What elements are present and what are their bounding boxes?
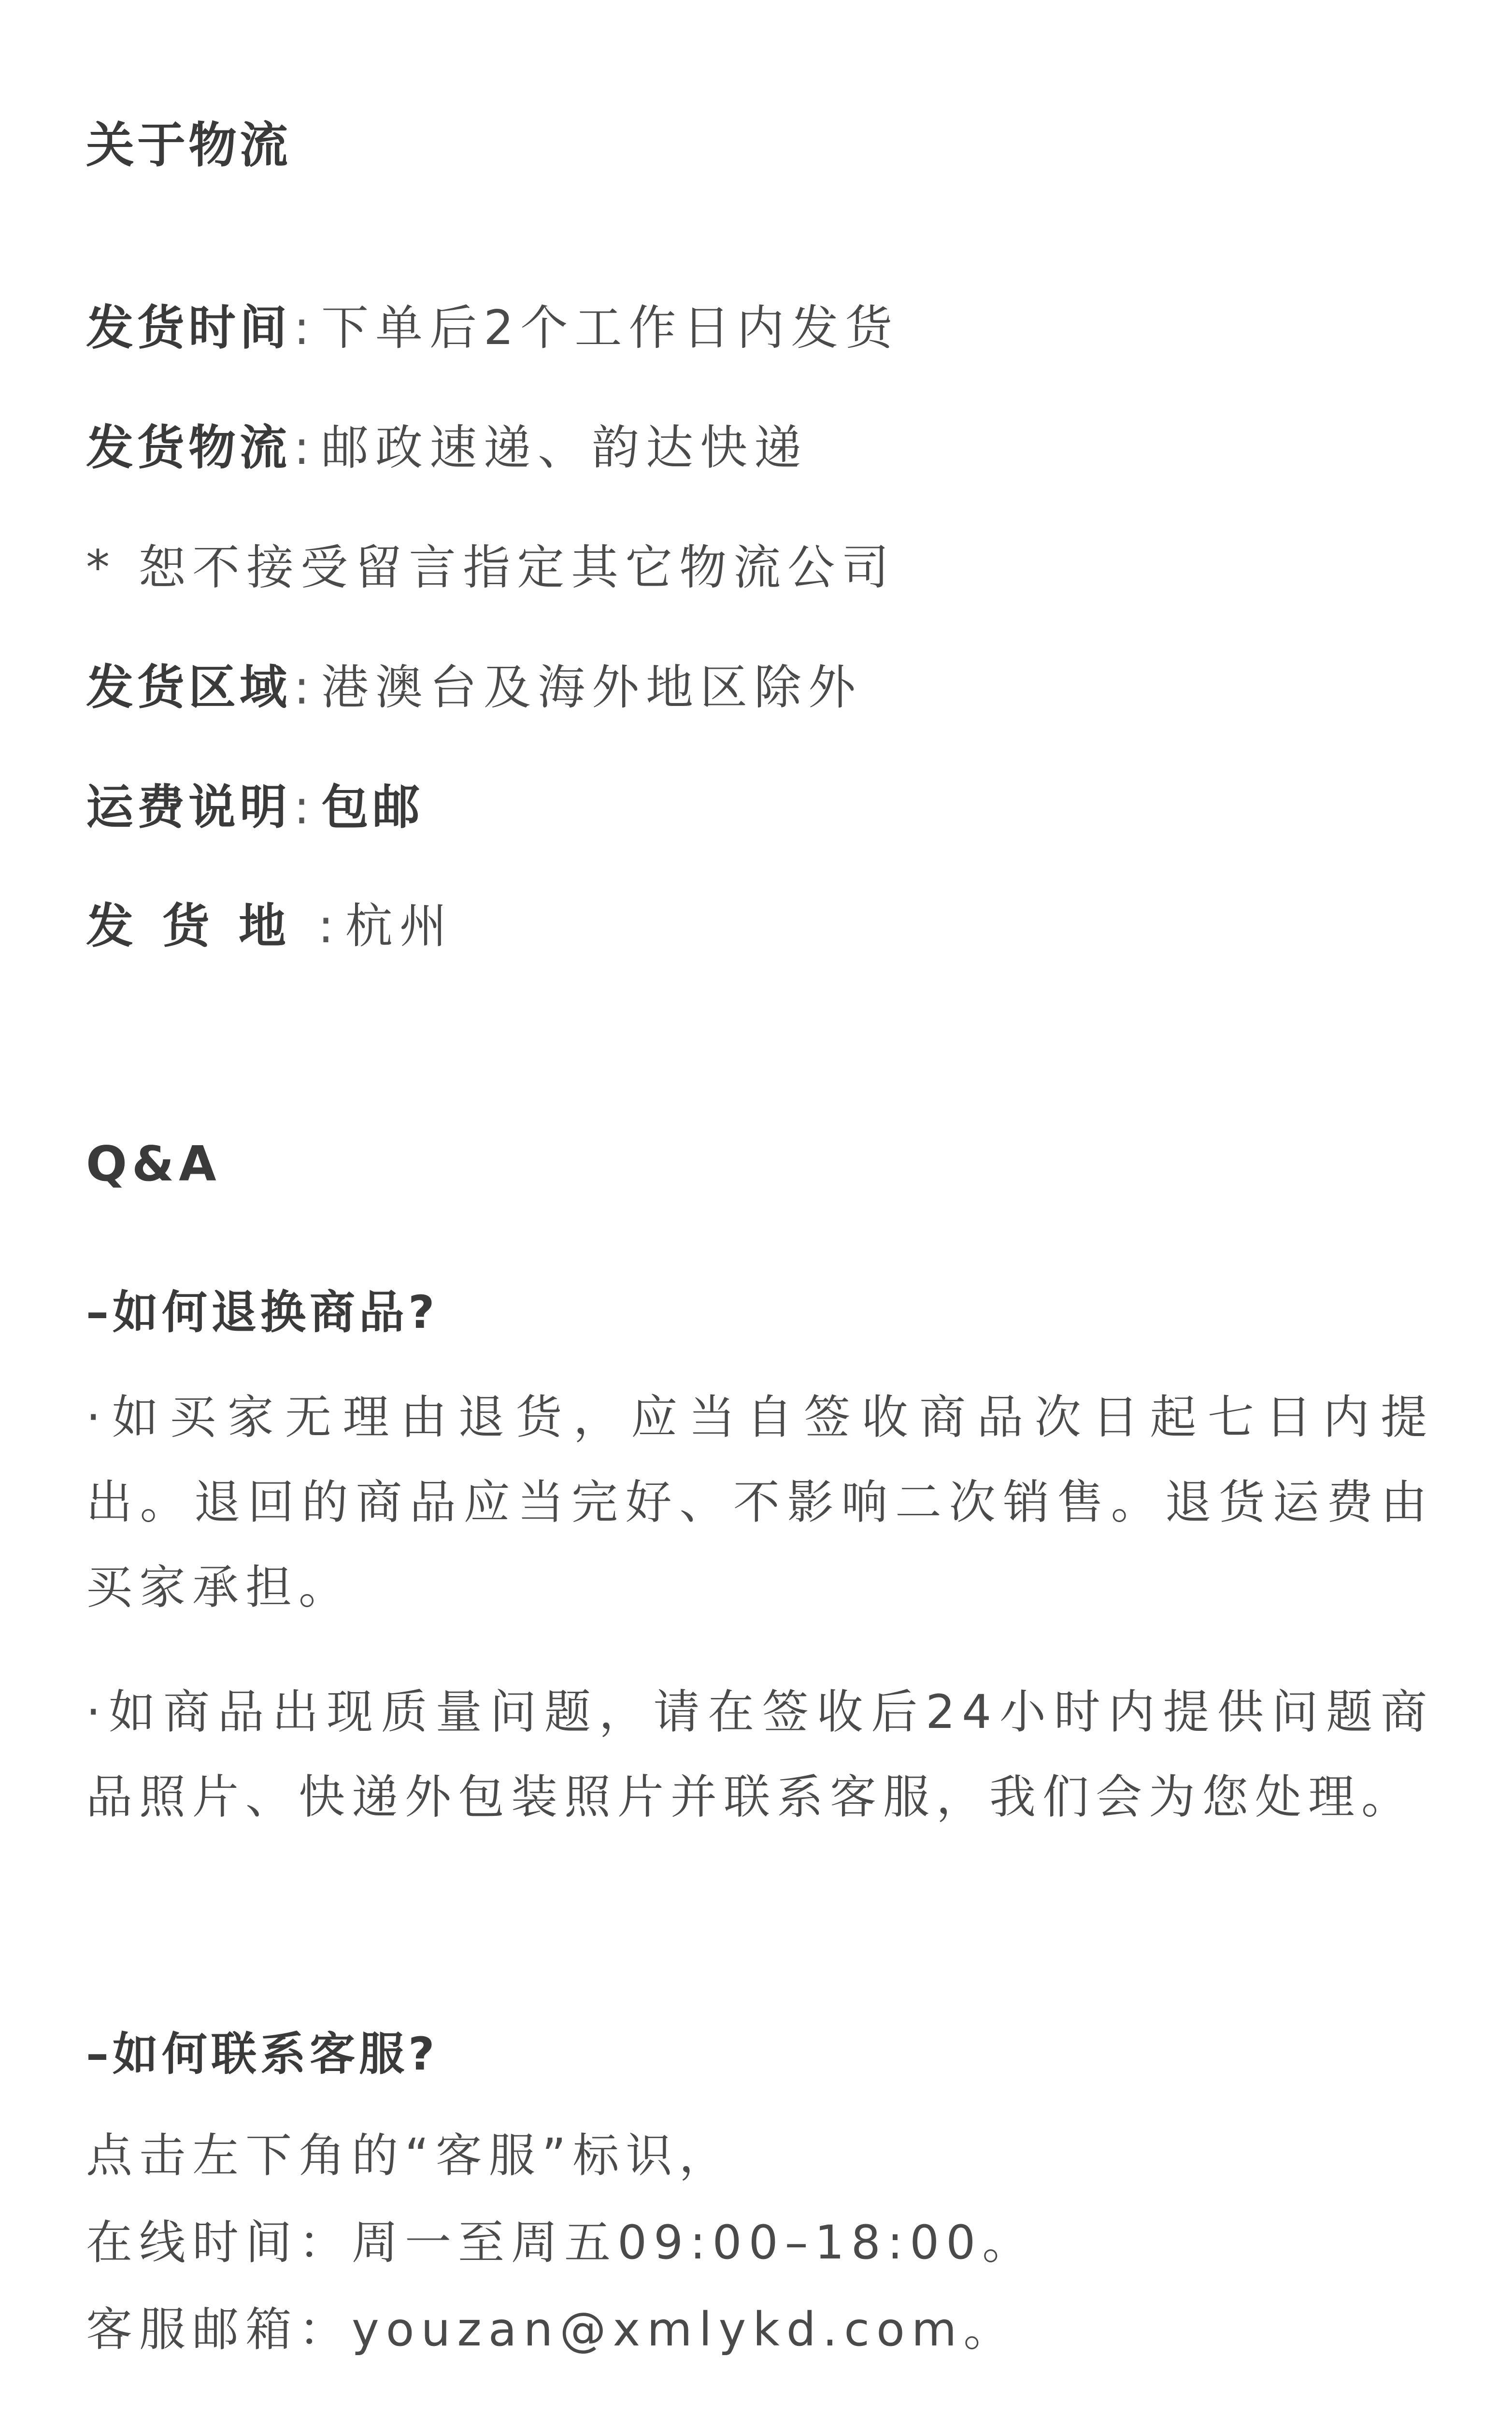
logistics-carrier-note: * 恕不接受留言指定其它物流公司 [86,540,896,595]
qa-question-returns: –如何退换商品? [86,1286,439,1339]
row-value: 杭州 [345,899,454,954]
row-separator: : [294,420,310,475]
logistics-section-title: 关于物流 [86,117,291,173]
row-separator: : [294,660,310,715]
qa-answer-returns-1: ·如买家无理由退货，应当自签收商品次日起七日内提出。退回的商品应当完好、不影响二次销售。退货运费由买家承担。 [86,1390,1434,1614]
row-label: 发货时间 [86,301,291,356]
row-separator: : [294,780,310,835]
logistics-row-origin [86,888,454,956]
qa-question-contact: –如何联系客服? [86,2028,439,2081]
row-value: 港澳台及海外地区除外 [321,660,863,715]
logistics-row-ship-time [86,290,899,358]
qa-contact-line-1: 点击左下角的“客服”标识， [86,2128,732,2183]
row-value: 下单后2个工作日内发货 [321,301,899,356]
qa-section-title: Q&A [86,1136,221,1192]
logistics-row-carrier [86,410,808,478]
logistics-row-shipping-fee [86,769,424,837]
qa-answer-returns-2: ·如商品出现质量问题，请在签收后24小时内提供问题商品照片、快递外包装照片并联系客服，我们会为您处理。 [86,1685,1434,1824]
row-value: 邮政速递、韵达快递 [321,420,809,475]
qa-contact-line-3: 客服邮箱：youzan@xmlykd.com。 [86,2302,1017,2357]
qa-contact-line-2: 在线时间：周一至周五09:00–18:00。 [86,2215,1036,2270]
row-label: 发货物流 [86,420,291,475]
row-value: 包邮 [321,780,424,835]
row-label: 运费说明 [86,780,291,835]
logistics-row-region [86,649,862,718]
row-separator: : [294,301,310,356]
row-label: 发货区域 [86,660,291,715]
row-label: 发货地 [86,899,315,954]
row-separator: : [318,899,334,954]
